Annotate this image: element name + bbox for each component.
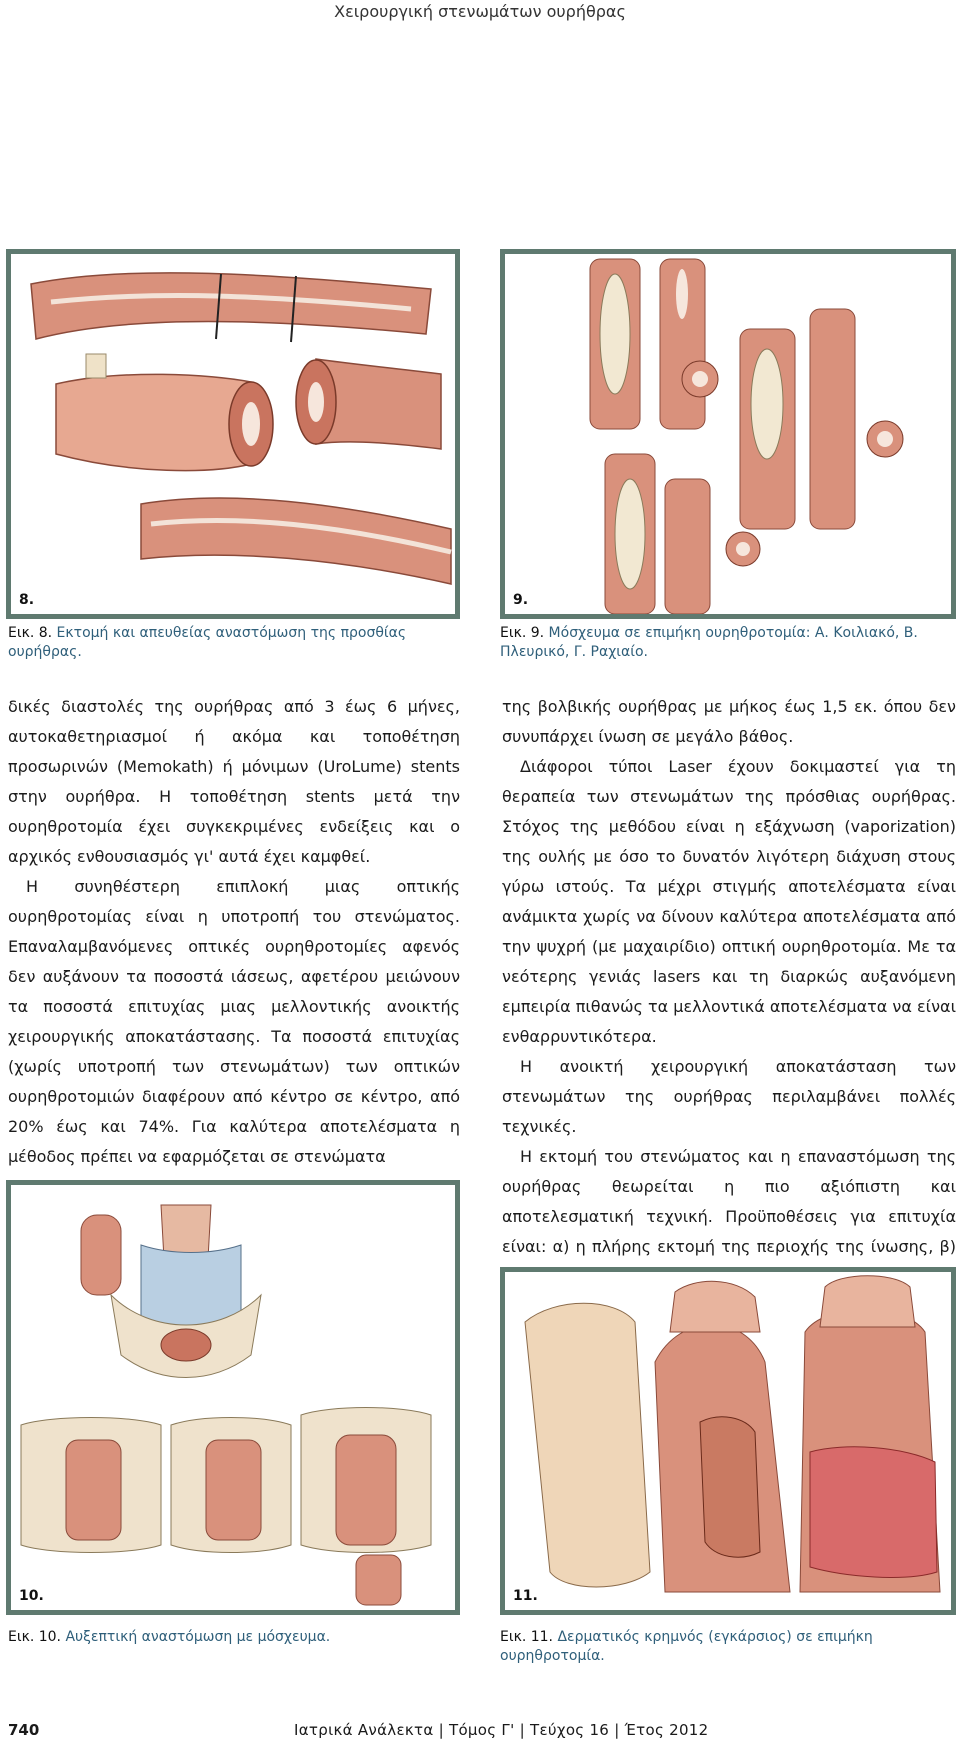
figure-9-caption: [500, 624, 956, 662]
figure-8: [6, 249, 460, 619]
running-head: Χειρουργική στενωμάτων ουρήθρας: [334, 2, 626, 21]
caption-label: Εικ. 11.: [500, 1629, 553, 1645]
surgical-illustration-graft-icon: [505, 254, 951, 614]
left-text-column: [8, 692, 460, 1172]
right-text-column: [502, 692, 956, 1322]
paragraph: Η ανοικτή χειρουργική αποκατάσταση των στενωμάτων της ουρήθρας περιλαμβάνει πολλές τεχνικές.: [502, 1057, 956, 1136]
figure-10-caption: [8, 1628, 460, 1647]
page-footer: [0, 1715, 960, 1743]
caption-text: Δερματικός κρημνός (εγκάρσιος) σε επιμήκη ουρηθροτομία.: [500, 1629, 873, 1664]
caption-text: Μόσχευμα σε επιμήκη ουρηθροτομία: Α. Κοιλιακό, Β. Πλευρικό, Γ. Ραχιαίο.: [500, 625, 918, 660]
caption-label: Εικ. 10.: [8, 1629, 61, 1645]
caption-text: Αυξεπτική αναστόμωση με μόσχευμα.: [61, 1629, 331, 1645]
caption-label: Εικ. 9.: [500, 625, 545, 641]
surgical-illustration-excision-icon: [11, 254, 455, 614]
surgical-illustration-skin-flap-icon: [505, 1272, 951, 1610]
figure-9: [500, 249, 956, 619]
figure-11: [500, 1267, 956, 1615]
paragraph: Η συνηθέστερη επιπλοκή μιας οπτικής ουρηθροτομίας είναι η υποτροπή του στενώματος. Επαναλαμβανόμενες οπτικές ουρηθροτομίες αφενός δεν αυξάνουν τα ποσοστά ιάσεως, αφετέρου μειώνουν τα ποσοστά επιτυχίας μιας μελλοντικής ανοικτής χειρουργικής αποκατάστασης. Τα ποσοστά επιτυχίας (χωρίς υποτροπή των στενωμάτων) των οπτικών ουρηθροτομιών διαφέρουν από κέντρο σε κέντρο, από 20% έως και 74%. Για καλύτερα αποτελέσματα η μέθοδος πρέπει να εφαρμόζεται σε στενώματα: [8, 877, 460, 1166]
paragraph: Διάφοροι τύποι Laser έχουν δοκιμαστεί για τη θεραπεία των στενωμάτων της πρόσθιας ουρήθρας. Στόχος της μεθόδου είναι η εξάχνωση (vaporization) της ουλής με όσο το δυνατόν λιγότερη διάχυση στους γύρω ιστούς. Τα μέχρι στιγμής αποτελέσματα είναι ανάμικτα χωρίς να δίνουν καλύτερα αποτελέσματα από την ψυχρή (με μαχαιρίδιο) οπτική ουρηθροτομία. Με τα νεότερης γενιάς lasers και τη διαρκώς αυξανόμενη εμπειρία πιθανώς τα μελλοντικά αποτελέσματα να είναι ενθαρρυντικότερα.: [502, 757, 956, 1046]
caption-label: Εικ. 8.: [8, 625, 53, 641]
figure-number: 11.: [513, 1588, 538, 1604]
caption-text: Εκτομή και απευθείας αναστόμωση της προσθίας ουρήθρας.: [8, 625, 407, 660]
figure-number: 10.: [19, 1588, 44, 1604]
paragraph: της βολβικής ουρήθρας με μήκος έως 1,5 εκ. όπου δεν συνυπάρχει ίνωση σε μεγάλο βάθος.: [502, 697, 956, 746]
paragraph: δικές διαστολές της ουρήθρας από 3 έως 6 μήνες, αυτοκαθετηριασμοί ή ακόμα και τοποθέτηση προσωρινών (Memokath) ή μόνιμων (UroLume) stents στην ουρήθρα. Η τοποθέτηση stents μετά την ουρηθροτομία έχει συγκεκριμένες ενδείξεις και ο αρχικός ενθουσιασμός γι' αυτά έχει καμφθεί.: [8, 697, 460, 866]
journal-citation: Ιατρικά Ανάλεκτα | Τόμος Γ' | Τεύχος 16 | Έτος 2012: [294, 1721, 709, 1739]
page-number: 740: [8, 1721, 40, 1739]
surgical-illustration-augmented-anastomosis-icon: [11, 1185, 455, 1610]
figure-number: 8.: [19, 592, 35, 608]
figure-8-caption: [8, 624, 460, 662]
paragraph: Η εκτομή του στενώματος και η επαναστόμωση της ουρήθρας θεωρείται η πιο αξιόπιστη και αποτελεσματική τεχνική. Προϋποθέσεις για επιτυχία είναι: α) η πλήρης εκτομή της περιοχής της ίνωσης, β): [502, 1147, 956, 1256]
figure-number: 9.: [513, 592, 529, 608]
figure-11-caption: [500, 1628, 956, 1666]
figure-10: [6, 1180, 460, 1615]
